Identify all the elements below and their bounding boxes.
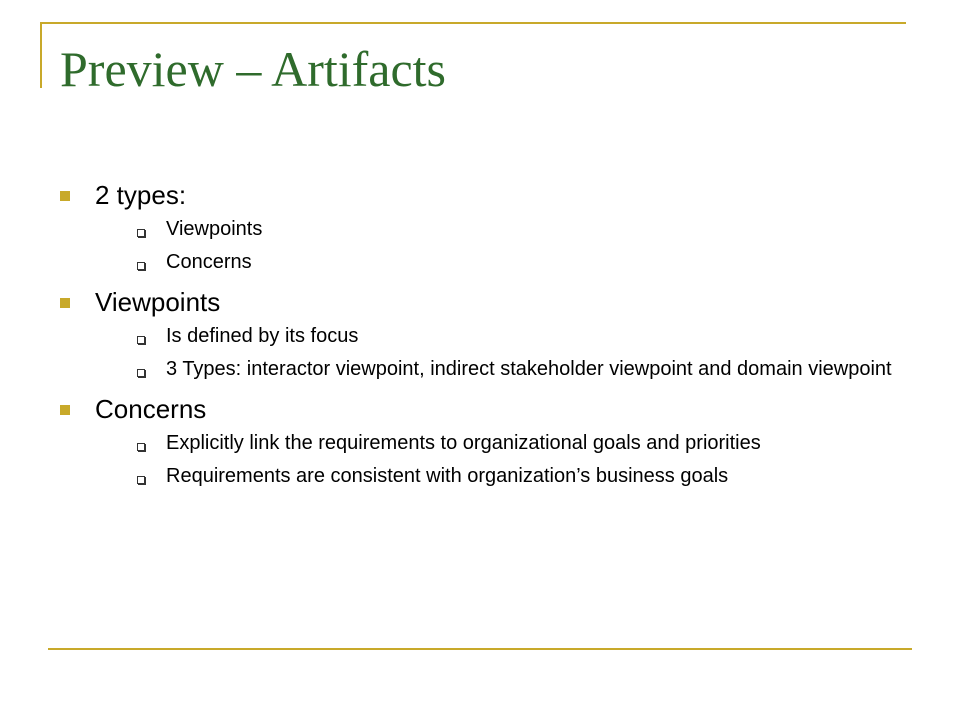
sub-bullet-item bbox=[95, 216, 898, 243]
square-bullet-icon bbox=[60, 191, 70, 201]
sub-list bbox=[95, 323, 898, 383]
sub-bullet-text: Concerns bbox=[166, 251, 252, 273]
bullet-item-types bbox=[58, 176, 898, 276]
bottom-rule bbox=[48, 648, 912, 650]
sub-bullet-item bbox=[95, 356, 898, 383]
sub-bullet-item bbox=[95, 249, 898, 276]
bullet-item-viewpoints bbox=[58, 283, 898, 383]
bullet-text: Concerns bbox=[95, 394, 207, 424]
top-rule bbox=[40, 22, 906, 24]
left-rule bbox=[40, 22, 42, 88]
sub-bullet-item bbox=[95, 323, 898, 350]
sub-bullet-text: Requirements are consistent with organization’s business goals bbox=[166, 465, 729, 487]
sub-bullet-text: 3 Types: interactor viewpoint, indirect stakeholder viewpoint and domain viewpoint bbox=[166, 358, 892, 380]
bullet-text: Viewpoints bbox=[95, 287, 221, 317]
bullet-text: 2 types: bbox=[95, 180, 187, 210]
sub-bullet-text: Explicitly link the requirements to organizational goals and priorities bbox=[166, 432, 761, 454]
hollow-square-bullet-icon bbox=[137, 229, 145, 237]
slide-content bbox=[58, 176, 898, 490]
sub-bullet-item bbox=[95, 430, 898, 457]
hollow-square-bullet-icon bbox=[137, 476, 145, 484]
sub-list bbox=[95, 216, 898, 276]
hollow-square-bullet-icon bbox=[137, 369, 145, 377]
hollow-square-bullet-icon bbox=[137, 443, 145, 451]
hollow-square-bullet-icon bbox=[137, 336, 145, 344]
square-bullet-icon bbox=[60, 405, 70, 415]
sub-bullet-text: Viewpoints bbox=[166, 218, 263, 240]
square-bullet-icon bbox=[60, 298, 70, 308]
slide-title: Preview – Artifacts bbox=[60, 41, 447, 97]
sub-bullet-text: Is defined by its focus bbox=[166, 325, 359, 347]
sub-list bbox=[95, 430, 898, 490]
hollow-square-bullet-icon bbox=[137, 262, 145, 270]
bullet-item-concerns bbox=[58, 390, 898, 490]
sub-bullet-item bbox=[95, 463, 898, 490]
